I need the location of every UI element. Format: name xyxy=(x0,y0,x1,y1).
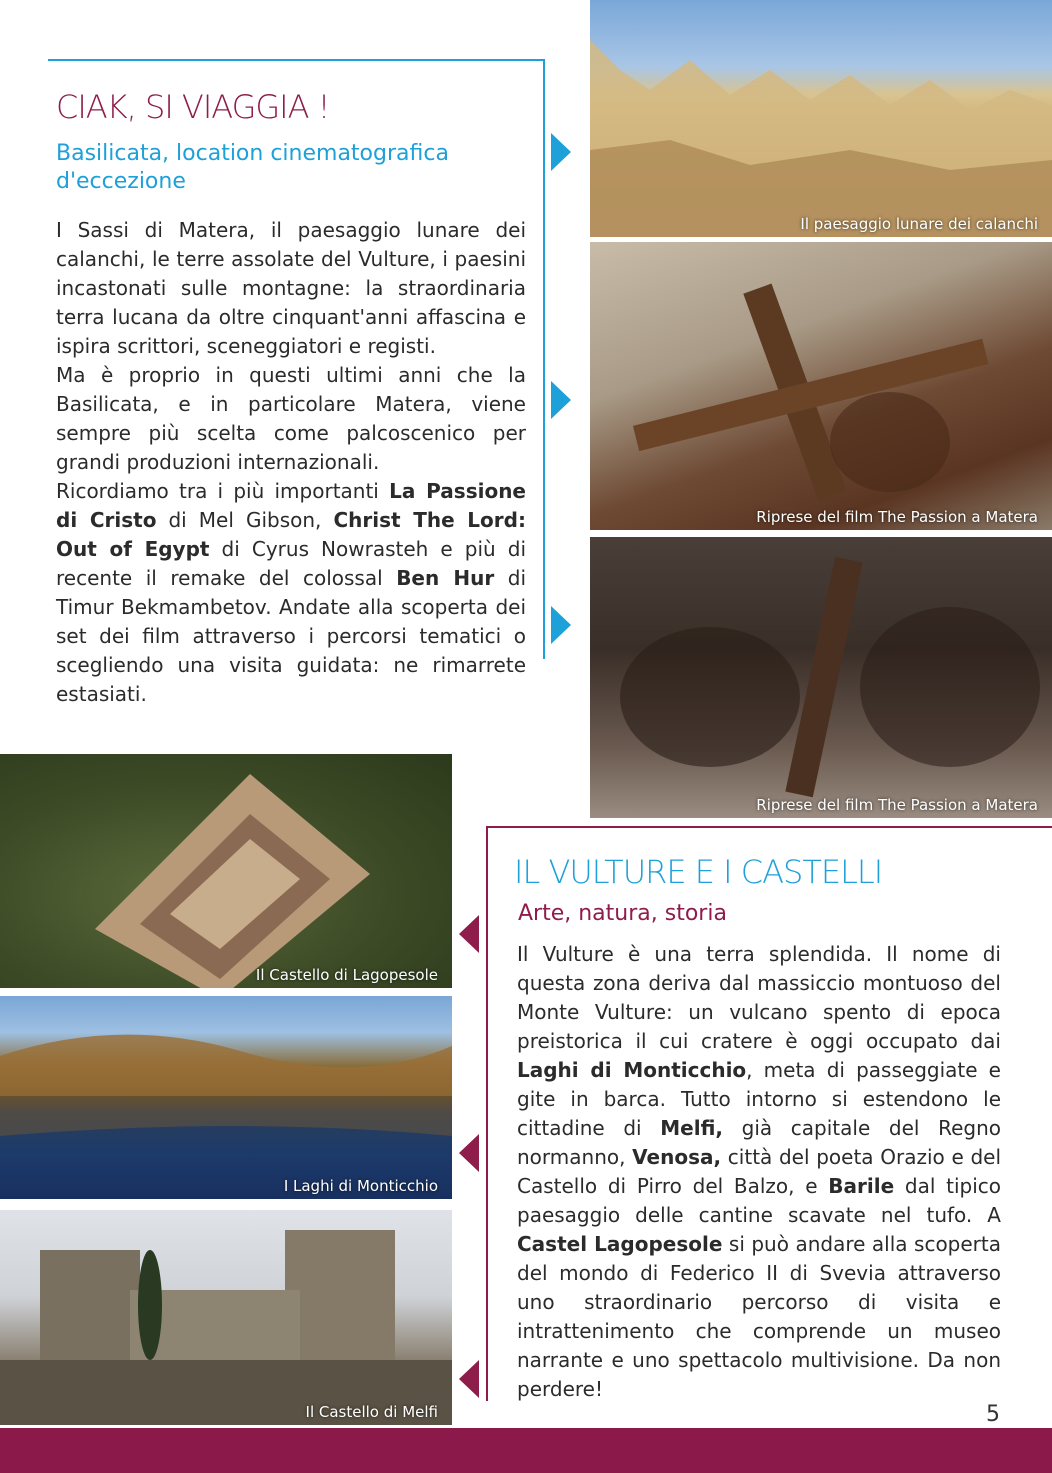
place-laghi-monticchio: Laghi di Monticchio xyxy=(517,1058,747,1082)
section2-subtitle: Arte, natura, storia xyxy=(518,901,727,926)
melfi-castle-shapes xyxy=(0,1210,452,1425)
section1-title: CIAK, SI VIAGGIA ! xyxy=(56,88,330,126)
passion-crowd-shapes xyxy=(590,537,1052,818)
section1-frame-top xyxy=(48,59,545,61)
section1-subtitle-line2: d'eccezione xyxy=(56,169,186,194)
photo-passion-2 xyxy=(590,537,1052,818)
arrow-left-icon xyxy=(459,1360,479,1398)
place-melfi: Melfi, xyxy=(660,1116,723,1140)
photo-caption: Il paesaggio lunare dei calanchi xyxy=(800,215,1038,233)
photo-caption: Riprese del film The Passion a Matera xyxy=(756,508,1038,526)
footer-bar xyxy=(0,1428,1052,1473)
place-venosa: Venosa, xyxy=(632,1145,722,1169)
photo-caption: I Laghi di Monticchio xyxy=(283,1177,438,1195)
section1-subtitle-line1: Basilicata, location cinematografica xyxy=(56,141,449,166)
photo-castello-melfi xyxy=(0,1210,452,1425)
film-title-christ-the-lord: Christ The Lord: Out of Egypt xyxy=(56,508,526,561)
lake-shapes xyxy=(0,996,452,1199)
passion-shapes xyxy=(590,242,1052,530)
calanchi-shapes xyxy=(590,0,1052,237)
arrow-right-icon xyxy=(551,381,571,419)
section1-body xyxy=(56,216,526,709)
photo-calanchi xyxy=(590,0,1052,237)
section1-paragraph-1: I Sassi di Matera, il paesaggio lunare dei calanchi, le terre assolate del Vulture, i paesini incastonati sulle montagne: la straordinaria terra lucana da oltre cinquant'anni affascina e ispira scrittori, sceneggiatori e registi. xyxy=(56,218,526,358)
photo-castello-lagopesole xyxy=(0,754,452,988)
place-barile: Barile xyxy=(828,1174,895,1198)
section1-paragraph-2: Ma è proprio in questi ultimi anni che la Basilicata, e in particolare Matera, viene sempre più scelta come palcoscenico per grandi produzioni internazionali. xyxy=(56,363,526,474)
section2-title: IL VULTURE E I CASTELLI xyxy=(514,853,883,891)
section2-frame-top xyxy=(486,826,1052,828)
arrow-left-icon xyxy=(459,1134,479,1172)
film-title-passione: La Passione di Cristo xyxy=(56,479,526,532)
place-castel-lagopesole: Castel Lagopesole xyxy=(517,1232,723,1256)
photo-passion-1 xyxy=(590,242,1052,530)
photo-caption: Riprese del film The Passion a Matera xyxy=(756,796,1038,814)
section2-frame-left xyxy=(486,826,488,1401)
castle-shapes xyxy=(0,754,452,988)
film-title-ben-hur: Ben Hur xyxy=(396,566,495,590)
section1-frame-right xyxy=(543,59,545,659)
section1-paragraph-3: Ricordiamo tra i più importanti La Passione di Cristo di Mel Gibson, Christ The Lord: Out of Egypt di Cyrus Nowrasteh e più di recente il remake del colossal Ben Hur di Timur Bekmambetov. Andate alla scoperta dei set dei film attraverso i percorsi tematici o scegliendo una visita guidata: ne rimarrete estasiati. xyxy=(56,479,527,706)
arrow-right-icon xyxy=(551,606,571,644)
photo-laghi-monticchio xyxy=(0,996,452,1199)
photo-caption: Il Castello di Melfi xyxy=(305,1403,438,1421)
arrow-right-icon xyxy=(551,133,571,171)
page-number: 5 xyxy=(986,1402,1000,1427)
section2-body: Il Vulture è una terra splendida. Il nome di questa zona deriva dal massiccio montuoso del Monte Vulture: un vulcano spento di epoca preistorica il cui cratere è oggi occupato dai Laghi di Monticchio, meta di passeggiate e gite in barca. Tutto intorno si estendono le cittadine di Melfi, già capitale del Regno normanno, Venosa, città del poeta Orazio e del Castello di Pirro del Balzo, e Barile dal tipico paesaggio delle cantine scavate nel tufo. A Castel Lagopesole si può andare alla scoperta del mondo di Federico II di Svevia attraverso uno straordinario percorso di visita e intrattenimento che comprende un museo narrante e uno spettacolo multivisione. Da non perdere! xyxy=(517,942,1002,1401)
arrow-left-icon xyxy=(459,915,479,953)
photo-caption: Il Castello di Lagopesole xyxy=(255,966,438,984)
section1-subtitle xyxy=(56,140,449,196)
